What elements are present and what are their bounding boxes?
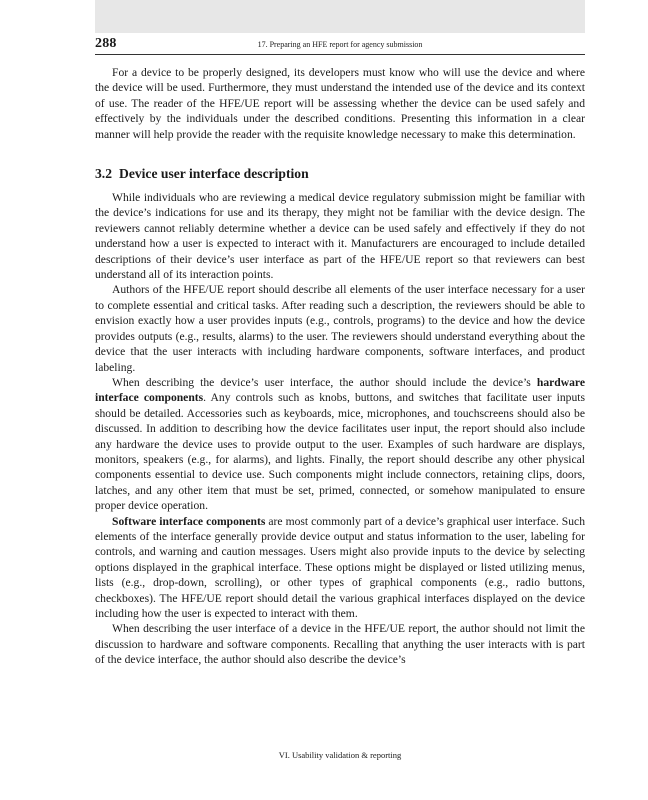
paragraph-3-rest: . Any controls such as knobs, buttons, and switches that facilitate user inputs should be detailed. Accessories such as keyboards, mice, microphones, and touchscreens should also be discussed. In addition to describing how the device facilitates user input, the report should also include any hardware the device uses to provide output to the user. Examples of such hardware are displays, monitors, speakers (e.g., for alarms), and lights. Finally, the report should describe any other physical components essential to device use. Such components might include connectors, retaining clips, doors, latches, and any other item that must be set, primed, connected, or somehow manipulated to ensure proper device operation. (95, 391, 585, 513)
section-heading (95, 165, 585, 183)
paragraph-5: When describing the user interface of a device in the HFE/UE report, the author should not limit the discussion to hardware and software components. Recalling that anything the user interacts with is part of the device interface, the author should also describe the device’s (95, 622, 585, 667)
hardware-term: hardware interface components (95, 375, 585, 405)
paragraph-1: While individuals who are reviewing a medical device regulatory submission might be familiar with the device’s indications for use and its therapy, they might not be familiar with the device design. The reviewers cannot reliably determine whether a device can be used safely and effectively if they do not understand how a user is expected to interact with it. Manufacturers are encouraged to include detailed descriptions of their device’s user interface as part of the HFE/UE report so that reviewers can best understand all of its interaction points. (95, 191, 585, 282)
paragraph-4 (95, 514, 585, 622)
chapter-title: 17. Preparing an HFE report for agency submission (257, 40, 423, 49)
section-number: 3.2 (95, 166, 112, 182)
paragraph-3 (95, 375, 585, 514)
section-title: Device user interface description (119, 166, 309, 182)
paragraph-4-rest: are most commonly part of a device’s graphical user interface. Such elements of the interface generally provide device output and status information to the user, labeling for controls, and warning and caution messages. Users might also provide inputs to the device by selecting options displayed in the graphical interface. These options might be displayed or listed utilizing menus, lists (e.g., drop-down, scrolling), or other types of graphical components (e.g., radio buttons, checkboxes). The HFE/UE report should detail the various graphical interfaces displayed on the device including how the user is expected to interact with them. (95, 514, 585, 620)
running-head (95, 36, 585, 55)
paragraph-2: Authors of the HFE/UE report should describe all elements of the user interface necessary for a user to complete essential and critical tasks. After reading such a description, the reviewers should be able to envision exactly how a user provides inputs (e.g., controls, programs) to the device and how the device provides outputs (e.g., results, alarms) to the user. The reviewers should understand everything about the device that the user interacts with including hardware components, software interfaces, and product labeling. (95, 283, 585, 374)
software-term: Software interface components (112, 514, 266, 528)
top-gray-band (95, 0, 585, 33)
paragraph-3-lead: When describing the device’s user interface, the author should include the device’s (112, 375, 537, 389)
intro-paragraph: For a device to be properly designed, its developers must know who will use the device and where the device will be used. Furthermore, they must understand the intended use of the device and its context of use. The reader of the HFE/UE report will be assessing whether the device can be used safely and effectively by the individuals under the described conditions. Presenting this information in a clear manner will help provide the reader with the requisite knowledge necessary to make this determination. (95, 66, 585, 141)
page-number: 288 (95, 36, 117, 51)
page-body (95, 65, 585, 668)
footer-part-label: VI. Usability validation & reporting (278, 750, 402, 760)
